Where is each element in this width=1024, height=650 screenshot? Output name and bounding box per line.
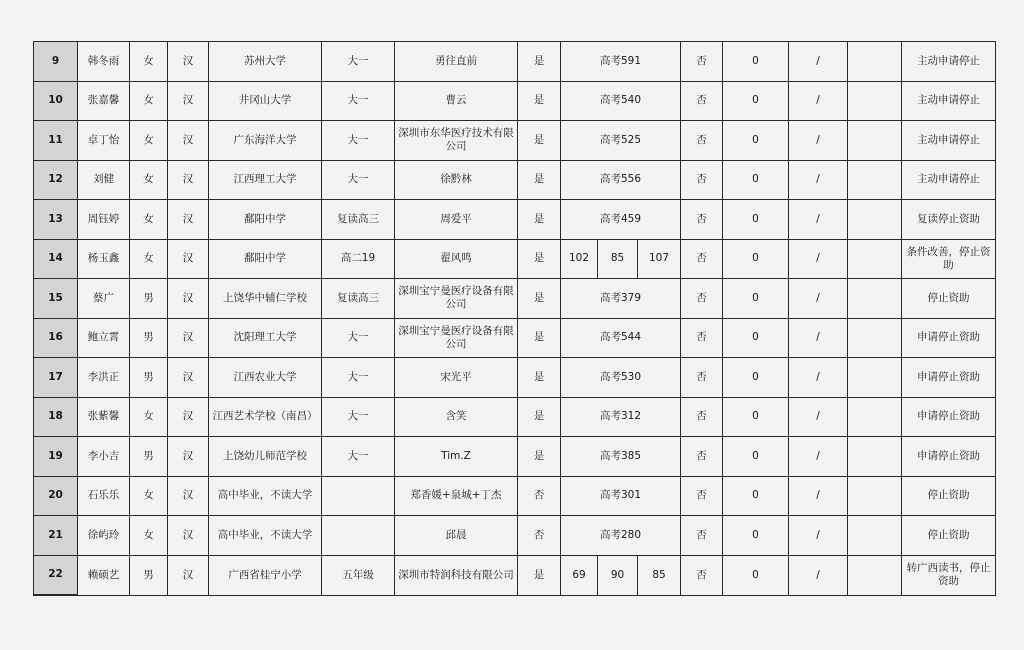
cell-school: 广西省桂宁小学 — [209, 555, 322, 595]
table-row — [34, 318, 996, 358]
cell-yn: 否 — [681, 397, 723, 437]
cell-score: 高考280 — [561, 516, 681, 556]
cell-school: 广东海洋大学 — [209, 121, 322, 161]
cell-school: 沈阳理工大学 — [209, 318, 322, 358]
cell-name: 杨玉鑫 — [78, 239, 130, 279]
cell-no: 10 — [34, 81, 78, 121]
cell-slash: / — [789, 121, 848, 161]
cell-school: 高中毕业，不读大学 — [209, 476, 322, 516]
cell-blank — [848, 437, 902, 477]
cell-sponsor: 周爱平 — [395, 200, 518, 240]
cell-ethnicity: 汉 — [168, 200, 209, 240]
cell-school: 井冈山大学 — [209, 81, 322, 121]
cell-blank — [848, 318, 902, 358]
cell-remark: 主动申请停止 — [902, 42, 996, 82]
cell-grade: 大一 — [322, 42, 395, 82]
cell-blank — [848, 358, 902, 398]
cell-name: 徐屿玲 — [78, 516, 130, 556]
table-row — [34, 239, 996, 279]
cell-flag: 是 — [518, 160, 561, 200]
cell-name: 石乐乐 — [78, 476, 130, 516]
cell-score: 高考525 — [561, 121, 681, 161]
table-row — [34, 81, 996, 121]
cell-yn: 否 — [681, 555, 723, 595]
cell-no: 15 — [34, 279, 78, 319]
cell-remark: 停止资助 — [902, 279, 996, 319]
cell-no: 16 — [34, 318, 78, 358]
cell-flag: 是 — [518, 437, 561, 477]
cell-gender: 女 — [130, 42, 168, 82]
table-row — [34, 437, 996, 477]
cell-grade — [322, 476, 395, 516]
cell-sponsor: 翟风鸣 — [395, 239, 518, 279]
cell-score: 高考591 — [561, 42, 681, 82]
sponsorship-table — [33, 41, 996, 596]
cell-yn: 否 — [681, 279, 723, 319]
cell-school: 江西农业大学 — [209, 358, 322, 398]
cell-flag: 是 — [518, 279, 561, 319]
cell-zero: 0 — [723, 121, 789, 161]
cell-no: 12 — [34, 160, 78, 200]
cell-ethnicity: 汉 — [168, 121, 209, 161]
cell-grade: 大一 — [322, 121, 395, 161]
cell-s1: 102 — [561, 239, 598, 279]
cell-zero: 0 — [723, 318, 789, 358]
cell-school: 高中毕业，不读大学 — [209, 516, 322, 556]
cell-zero: 0 — [723, 279, 789, 319]
cell-no: 13 — [34, 200, 78, 240]
cell-gender: 女 — [130, 476, 168, 516]
cell-school: 上饶幼儿师范学校 — [209, 437, 322, 477]
cell-grade: 高二19 — [322, 239, 395, 279]
cell-yn: 否 — [681, 239, 723, 279]
cell-slash: / — [789, 200, 848, 240]
cell-remark: 申请停止资助 — [902, 397, 996, 437]
cell-no: 9 — [34, 42, 78, 82]
cell-blank — [848, 516, 902, 556]
cell-ethnicity: 汉 — [168, 81, 209, 121]
cell-sponsor: 深圳宝宁曼医疗设备有限公司 — [395, 279, 518, 319]
cell-zero: 0 — [723, 476, 789, 516]
cell-name: 卓丁怡 — [78, 121, 130, 161]
cell-yn: 否 — [681, 200, 723, 240]
cell-school: 鄱阳中学 — [209, 239, 322, 279]
cell-ethnicity: 汉 — [168, 397, 209, 437]
cell-gender: 女 — [130, 397, 168, 437]
cell-name: 周钰婷 — [78, 200, 130, 240]
cell-zero: 0 — [723, 81, 789, 121]
table-row — [34, 279, 996, 319]
cell-ethnicity: 汉 — [168, 358, 209, 398]
cell-ethnicity: 汉 — [168, 239, 209, 279]
cell-score: 高考540 — [561, 81, 681, 121]
cell-name: 李洪正 — [78, 358, 130, 398]
cell-remark: 主动申请停止 — [902, 81, 996, 121]
cell-flag: 是 — [518, 42, 561, 82]
cell-yn: 否 — [681, 358, 723, 398]
cell-score: 高考385 — [561, 437, 681, 477]
table-row — [34, 358, 996, 398]
cell-ethnicity: 汉 — [168, 476, 209, 516]
cell-sponsor: 勇往直前 — [395, 42, 518, 82]
table-row — [34, 160, 996, 200]
cell-yn: 否 — [681, 160, 723, 200]
table-row — [34, 42, 996, 82]
cell-gender: 男 — [130, 437, 168, 477]
table-row — [34, 476, 996, 516]
cell-gender: 女 — [130, 121, 168, 161]
cell-no: 18 — [34, 397, 78, 437]
cell-name: 蔡广 — [78, 279, 130, 319]
cell-remark: 复读停止资助 — [902, 200, 996, 240]
cell-ethnicity: 汉 — [168, 318, 209, 358]
cell-no: 19 — [34, 437, 78, 477]
cell-school: 江西艺术学校（南昌） — [209, 397, 322, 437]
cell-gender: 女 — [130, 160, 168, 200]
cell-slash: / — [789, 42, 848, 82]
cell-flag: 是 — [518, 81, 561, 121]
cell-zero: 0 — [723, 358, 789, 398]
cell-slash: / — [789, 160, 848, 200]
cell-gender: 男 — [130, 318, 168, 358]
cell-sponsor: 宋光平 — [395, 358, 518, 398]
cell-score: 高考379 — [561, 279, 681, 319]
cell-slash: / — [789, 397, 848, 437]
cell-remark: 申请停止资助 — [902, 318, 996, 358]
cell-zero: 0 — [723, 160, 789, 200]
cell-yn: 否 — [681, 516, 723, 556]
cell-slash: / — [789, 239, 848, 279]
cell-zero: 0 — [723, 42, 789, 82]
cell-score: 高考459 — [561, 200, 681, 240]
cell-score: 高考556 — [561, 160, 681, 200]
cell-blank — [848, 555, 902, 595]
cell-score: 高考301 — [561, 476, 681, 516]
cell-gender: 女 — [130, 516, 168, 556]
cell-ethnicity: 汉 — [168, 279, 209, 319]
cell-s2: 85 — [598, 239, 638, 279]
cell-s1: 69 — [561, 555, 598, 595]
cell-flag: 否 — [518, 516, 561, 556]
cell-grade: 五年级 — [322, 555, 395, 595]
cell-score: 高考544 — [561, 318, 681, 358]
cell-blank — [848, 397, 902, 437]
cell-sponsor: 邱晨 — [395, 516, 518, 556]
cell-remark: 申请停止资助 — [902, 437, 996, 477]
cell-remark: 停止资助 — [902, 476, 996, 516]
cell-flag: 是 — [518, 358, 561, 398]
cell-gender: 女 — [130, 81, 168, 121]
cell-grade: 大一 — [322, 81, 395, 121]
cell-no: 22 — [34, 555, 78, 595]
cell-name: 鲍立霄 — [78, 318, 130, 358]
cell-grade: 大一 — [322, 437, 395, 477]
cell-remark: 条件改善，停止资助 — [902, 239, 996, 279]
cell-flag: 是 — [518, 200, 561, 240]
cell-ethnicity: 汉 — [168, 555, 209, 595]
table-row — [34, 200, 996, 240]
cell-sponsor: 深圳市东华医疗技术有限公司 — [395, 121, 518, 161]
table-row — [34, 121, 996, 161]
cell-flag: 否 — [518, 476, 561, 516]
cell-remark: 申请停止资助 — [902, 358, 996, 398]
cell-blank — [848, 81, 902, 121]
cell-sponsor: 郑香媛+泉城+丁杰 — [395, 476, 518, 516]
cell-grade: 大一 — [322, 160, 395, 200]
cell-grade: 复读高三 — [322, 200, 395, 240]
cell-remark: 主动申请停止 — [902, 160, 996, 200]
cell-s2: 90 — [598, 555, 638, 595]
cell-no: 20 — [34, 476, 78, 516]
cell-yn: 否 — [681, 42, 723, 82]
cell-name: 韩冬雨 — [78, 42, 130, 82]
cell-grade — [322, 516, 395, 556]
cell-yn: 否 — [681, 318, 723, 358]
cell-name: 张嘉馨 — [78, 81, 130, 121]
cell-gender: 女 — [130, 200, 168, 240]
cell-slash: / — [789, 516, 848, 556]
cell-school: 江西理工大学 — [209, 160, 322, 200]
cell-flag: 是 — [518, 239, 561, 279]
cell-zero: 0 — [723, 437, 789, 477]
cell-slash: / — [789, 318, 848, 358]
table-row — [34, 555, 996, 595]
table-row — [34, 516, 996, 556]
cell-remark: 主动申请停止 — [902, 121, 996, 161]
cell-school: 苏州大学 — [209, 42, 322, 82]
cell-zero: 0 — [723, 200, 789, 240]
cell-no: 21 — [34, 516, 78, 556]
cell-name: 李小吉 — [78, 437, 130, 477]
cell-slash: / — [789, 476, 848, 516]
cell-grade: 大一 — [322, 318, 395, 358]
cell-ethnicity: 汉 — [168, 160, 209, 200]
cell-name: 张紫馨 — [78, 397, 130, 437]
cell-ethnicity: 汉 — [168, 516, 209, 556]
cell-yn: 否 — [681, 476, 723, 516]
cell-school: 上饶华中辅仁学校 — [209, 279, 322, 319]
cell-school: 鄱阳中学 — [209, 200, 322, 240]
cell-grade: 大一 — [322, 397, 395, 437]
cell-slash: / — [789, 358, 848, 398]
cell-no: 17 — [34, 358, 78, 398]
cell-slash: / — [789, 555, 848, 595]
cell-s3: 85 — [638, 555, 681, 595]
cell-zero: 0 — [723, 239, 789, 279]
cell-blank — [848, 279, 902, 319]
cell-slash: / — [789, 81, 848, 121]
cell-score: 高考312 — [561, 397, 681, 437]
cell-flag: 是 — [518, 397, 561, 437]
table-row — [34, 397, 996, 437]
cell-ethnicity: 汉 — [168, 42, 209, 82]
cell-sponsor: 曹云 — [395, 81, 518, 121]
cell-sponsor: Tim.Z — [395, 437, 518, 477]
cell-gender: 男 — [130, 555, 168, 595]
cell-gender: 女 — [130, 239, 168, 279]
cell-slash: / — [789, 279, 848, 319]
cell-yn: 否 — [681, 81, 723, 121]
cell-name: 赖硕艺 — [78, 555, 130, 595]
cell-zero: 0 — [723, 555, 789, 595]
cell-sponsor: 含笑 — [395, 397, 518, 437]
cell-blank — [848, 160, 902, 200]
cell-slash: / — [789, 437, 848, 477]
cell-zero: 0 — [723, 516, 789, 556]
cell-gender: 男 — [130, 279, 168, 319]
cell-no: 14 — [34, 239, 78, 279]
cell-grade: 复读高三 — [322, 279, 395, 319]
cell-blank — [848, 239, 902, 279]
cell-sponsor: 深圳宝宁曼医疗设备有限公司 — [395, 318, 518, 358]
cell-remark: 停止资助 — [902, 516, 996, 556]
cell-sponsor: 深圳市特润科技有限公司 — [395, 555, 518, 595]
cell-flag: 是 — [518, 555, 561, 595]
cell-flag: 是 — [518, 121, 561, 161]
cell-s3: 107 — [638, 239, 681, 279]
cell-yn: 否 — [681, 121, 723, 161]
cell-yn: 否 — [681, 437, 723, 477]
cell-no: 11 — [34, 121, 78, 161]
cell-flag: 是 — [518, 318, 561, 358]
cell-zero: 0 — [723, 397, 789, 437]
cell-ethnicity: 汉 — [168, 437, 209, 477]
cell-blank — [848, 42, 902, 82]
cell-grade: 大一 — [322, 358, 395, 398]
cell-blank — [848, 200, 902, 240]
cell-score: 高考530 — [561, 358, 681, 398]
cell-gender: 男 — [130, 358, 168, 398]
cell-blank — [848, 121, 902, 161]
cell-remark: 转广西读书，停止资助 — [902, 555, 996, 595]
cell-blank — [848, 476, 902, 516]
cell-sponsor: 徐黔林 — [395, 160, 518, 200]
cell-name: 刘健 — [78, 160, 130, 200]
